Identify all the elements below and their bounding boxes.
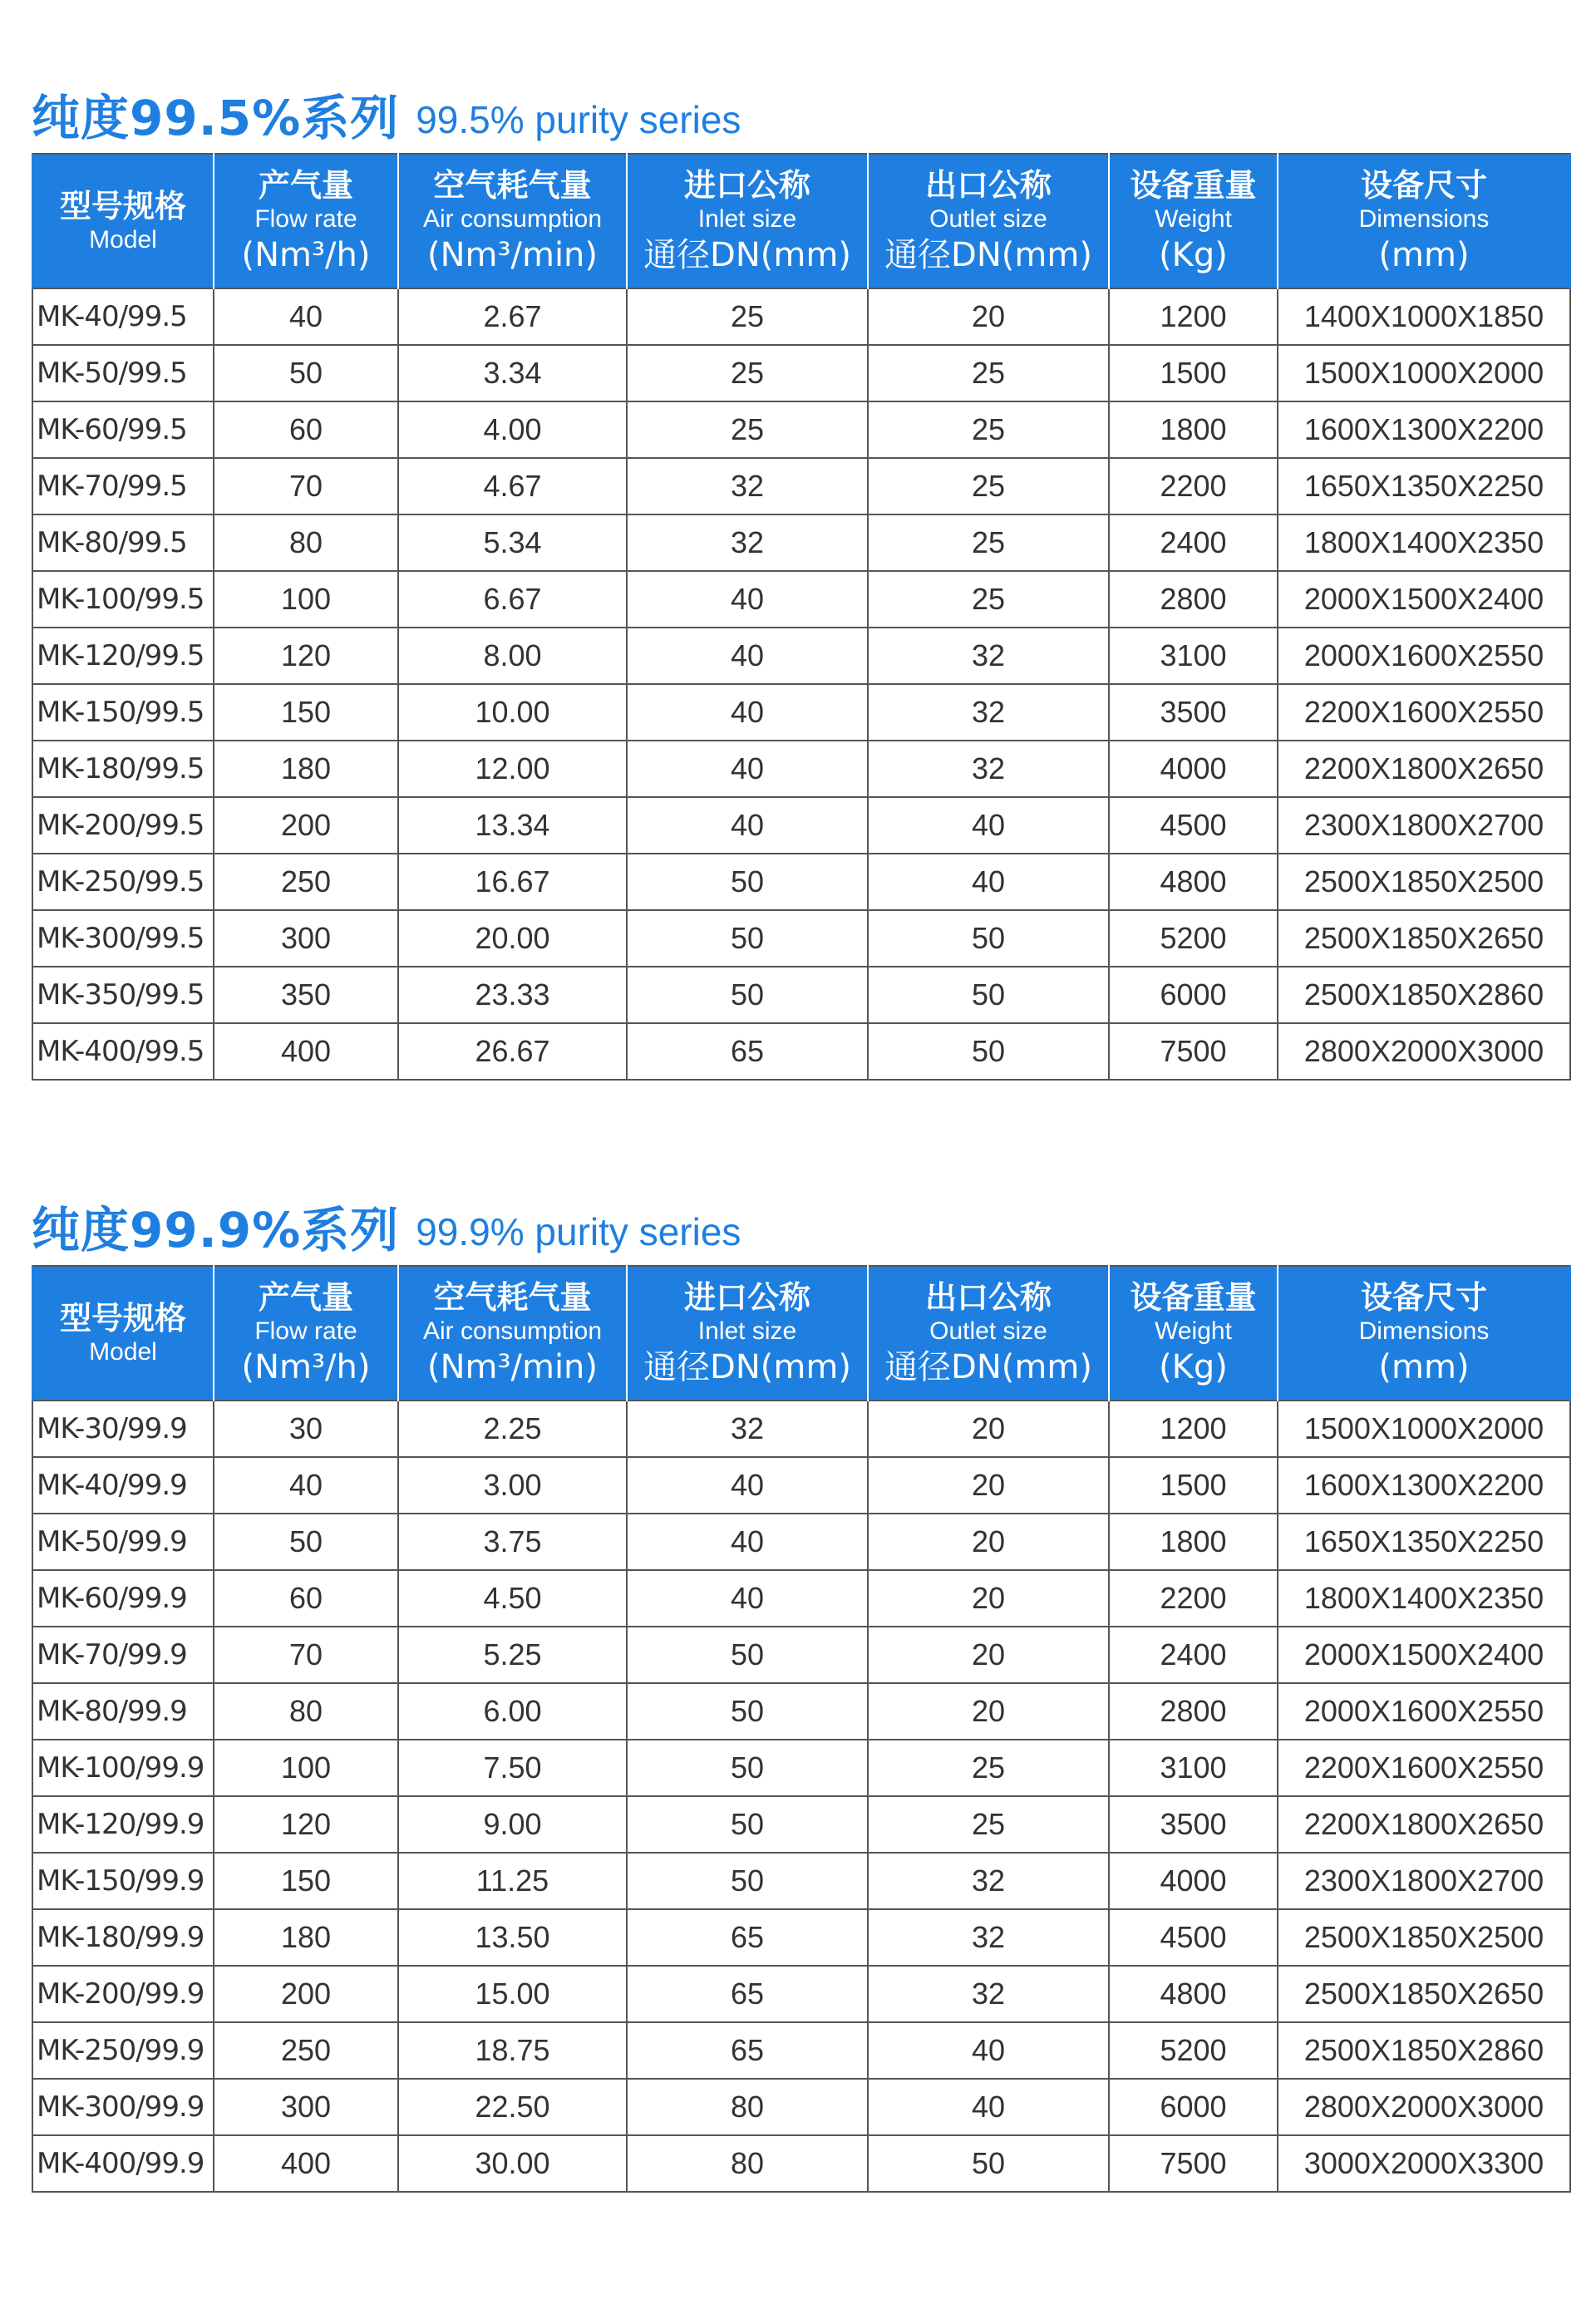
table-row xyxy=(32,1796,1570,1853)
cell-dimensions: 1500X1000X2000 xyxy=(1278,1401,1570,1457)
cell-outlet-size: 40 xyxy=(868,797,1109,854)
column-header-flow-rate xyxy=(214,1266,398,1401)
cell-air-consumption: 30.00 xyxy=(398,2135,627,2192)
cell-weight: 1200 xyxy=(1109,288,1278,345)
cell-flow-rate: 250 xyxy=(214,2022,398,2079)
cell-outlet-size: 20 xyxy=(868,1401,1109,1457)
cell-inlet-size: 40 xyxy=(627,1457,868,1514)
cell-weight: 2400 xyxy=(1109,514,1278,571)
column-header-zh: 出口公称 xyxy=(924,167,1052,204)
column-header-zh: 空气耗气量 xyxy=(433,167,592,204)
cell-weight: 1800 xyxy=(1109,1514,1278,1570)
cell-dimensions: 1800X1400X2350 xyxy=(1278,1570,1570,1627)
cell-inlet-size: 40 xyxy=(627,571,868,628)
cell-air-consumption: 3.00 xyxy=(398,1457,627,1514)
column-header-zh: 产气量 xyxy=(258,1279,353,1316)
cell-air-consumption: 2.25 xyxy=(398,1401,627,1457)
cell-dimensions: 2300X1800X2700 xyxy=(1278,797,1570,854)
cell-air-consumption: 13.50 xyxy=(398,1909,627,1966)
cell-outlet-size: 32 xyxy=(868,1909,1109,1966)
cell-weight: 7500 xyxy=(1109,2135,1278,2192)
table-row xyxy=(32,1514,1570,1570)
cell-outlet-size: 20 xyxy=(868,1570,1109,1627)
cell-weight: 3100 xyxy=(1109,628,1278,684)
cell-model: MK-150/99.9 xyxy=(32,1853,214,1909)
cell-inlet-size: 32 xyxy=(627,458,868,514)
cell-outlet-size: 50 xyxy=(868,1023,1109,1080)
column-header-model xyxy=(32,154,214,288)
cell-model: MK-50/99.5 xyxy=(32,345,214,401)
table-row xyxy=(32,628,1570,684)
cell-inlet-size: 25 xyxy=(627,345,868,401)
cell-air-consumption: 23.33 xyxy=(398,967,627,1023)
cell-model: MK-80/99.5 xyxy=(32,514,214,571)
column-header-en: Flow rate xyxy=(254,205,357,233)
cell-flow-rate: 100 xyxy=(214,571,398,628)
table-row xyxy=(32,910,1570,967)
column-header-zh: 进口公称 xyxy=(683,167,810,204)
column-header-en: Dimensions xyxy=(1358,1317,1490,1345)
cell-weight: 3100 xyxy=(1109,1740,1278,1796)
cell-dimensions: 2200X1800X2650 xyxy=(1278,1796,1570,1853)
column-header-zh: 型号规格 xyxy=(59,1300,186,1337)
cell-inlet-size: 25 xyxy=(627,288,868,345)
column-header-unit: 通径DN(mm) xyxy=(884,1348,1092,1386)
cell-inlet-size: 65 xyxy=(627,1966,868,2022)
cell-weight: 3500 xyxy=(1109,684,1278,741)
column-header-en: Dimensions xyxy=(1358,205,1490,233)
cell-inlet-size: 40 xyxy=(627,1570,868,1627)
table-row xyxy=(32,288,1570,345)
cell-inlet-size: 80 xyxy=(627,2135,868,2192)
cell-air-consumption: 15.00 xyxy=(398,1966,627,2022)
table-row xyxy=(32,514,1570,571)
cell-outlet-size: 32 xyxy=(868,628,1109,684)
cell-air-consumption: 20.00 xyxy=(398,910,627,967)
cell-outlet-size: 25 xyxy=(868,345,1109,401)
cell-weight: 1800 xyxy=(1109,401,1278,458)
table-row xyxy=(32,741,1570,797)
cell-inlet-size: 40 xyxy=(627,628,868,684)
cell-model: MK-120/99.5 xyxy=(32,628,214,684)
cell-dimensions: 1800X1400X2350 xyxy=(1278,514,1570,571)
table-row xyxy=(32,1853,1570,1909)
cell-model: MK-200/99.5 xyxy=(32,797,214,854)
cell-dimensions: 2500X1850X2650 xyxy=(1278,1966,1570,2022)
cell-inlet-size: 50 xyxy=(627,1853,868,1909)
column-header-unit: (Nm³/min) xyxy=(426,236,598,274)
cell-air-consumption: 8.00 xyxy=(398,628,627,684)
cell-inlet-size: 65 xyxy=(627,1023,868,1080)
cell-outlet-size: 32 xyxy=(868,741,1109,797)
cell-model: MK-50/99.9 xyxy=(32,1514,214,1570)
column-header-zh: 空气耗气量 xyxy=(433,1279,592,1316)
column-header-zh: 产气量 xyxy=(258,167,353,204)
cell-dimensions: 2000X1500X2400 xyxy=(1278,571,1570,628)
cell-outlet-size: 25 xyxy=(868,1740,1109,1796)
column-header-unit: (Nm³/h) xyxy=(241,236,371,274)
cell-air-consumption: 2.67 xyxy=(398,288,627,345)
cell-flow-rate: 350 xyxy=(214,967,398,1023)
cell-model: MK-60/99.5 xyxy=(32,401,214,458)
cell-outlet-size: 20 xyxy=(868,1514,1109,1570)
cell-dimensions: 2500X1850X2500 xyxy=(1278,854,1570,910)
cell-flow-rate: 250 xyxy=(214,854,398,910)
cell-air-consumption: 6.00 xyxy=(398,1683,627,1740)
cell-air-consumption: 4.00 xyxy=(398,401,627,458)
table-header-row xyxy=(32,1266,1570,1401)
cell-weight: 2200 xyxy=(1109,458,1278,514)
column-header-en: Air consumption xyxy=(422,1317,603,1345)
cell-air-consumption: 5.34 xyxy=(398,514,627,571)
cell-inlet-size: 32 xyxy=(627,514,868,571)
column-header-zh: 设备重量 xyxy=(1130,167,1257,204)
cell-model: MK-70/99.5 xyxy=(32,458,214,514)
cell-flow-rate: 50 xyxy=(214,345,398,401)
cell-flow-rate: 60 xyxy=(214,1570,398,1627)
cell-flow-rate: 30 xyxy=(214,1401,398,1457)
column-header-outlet-size xyxy=(868,154,1109,288)
cell-dimensions: 1650X1350X2250 xyxy=(1278,458,1570,514)
column-header-dimensions xyxy=(1278,1266,1570,1401)
column-header-en: Weight xyxy=(1155,1317,1232,1345)
column-header-unit: (Nm³/min) xyxy=(426,1348,598,1386)
table-row xyxy=(32,1683,1570,1740)
cell-inlet-size: 50 xyxy=(627,967,868,1023)
cell-inlet-size: 80 xyxy=(627,2079,868,2135)
cell-dimensions: 2500X1850X2860 xyxy=(1278,2022,1570,2079)
cell-flow-rate: 200 xyxy=(214,1966,398,2022)
table-row xyxy=(32,1570,1570,1627)
column-header-air-consumption xyxy=(398,1266,627,1401)
cell-model: MK-40/99.5 xyxy=(32,288,214,345)
cell-model: MK-300/99.9 xyxy=(32,2079,214,2135)
cell-outlet-size: 20 xyxy=(868,1683,1109,1740)
section-heading xyxy=(32,1189,1569,1265)
cell-dimensions: 2500X1850X2500 xyxy=(1278,1909,1570,1966)
cell-weight: 1200 xyxy=(1109,1401,1278,1457)
cell-inlet-size: 40 xyxy=(627,684,868,741)
cell-air-consumption: 26.67 xyxy=(398,1023,627,1080)
cell-weight: 4500 xyxy=(1109,797,1278,854)
cell-outlet-size: 50 xyxy=(868,910,1109,967)
cell-model: MK-30/99.9 xyxy=(32,1401,214,1457)
column-header-en: Weight xyxy=(1155,205,1232,233)
cell-inlet-size: 50 xyxy=(627,1627,868,1683)
column-header-en: Model xyxy=(89,1338,157,1366)
cell-inlet-size: 40 xyxy=(627,797,868,854)
cell-air-consumption: 3.34 xyxy=(398,345,627,401)
table-row xyxy=(32,571,1570,628)
cell-dimensions: 2500X1850X2650 xyxy=(1278,910,1570,967)
cell-air-consumption: 4.67 xyxy=(398,458,627,514)
cell-weight: 2400 xyxy=(1109,1627,1278,1683)
column-header-zh: 出口公称 xyxy=(924,1279,1052,1316)
cell-flow-rate: 40 xyxy=(214,1457,398,1514)
section-title-en: 99.5% purity series xyxy=(416,98,741,141)
cell-dimensions: 2200X1600X2550 xyxy=(1278,684,1570,741)
cell-weight: 4800 xyxy=(1109,1966,1278,2022)
cell-dimensions: 2800X2000X3000 xyxy=(1278,1023,1570,1080)
cell-weight: 6000 xyxy=(1109,967,1278,1023)
cell-model: MK-400/99.5 xyxy=(32,1023,214,1080)
column-header-en: Inlet size xyxy=(697,205,797,233)
column-header-zh: 进口公称 xyxy=(683,1279,810,1316)
table-row xyxy=(32,684,1570,741)
cell-flow-rate: 50 xyxy=(214,1514,398,1570)
cell-model: MK-300/99.5 xyxy=(32,910,214,967)
purity-99-5-section xyxy=(32,76,1569,1081)
cell-air-consumption: 9.00 xyxy=(398,1796,627,1853)
cell-inlet-size: 50 xyxy=(627,1796,868,1853)
table-row xyxy=(32,2022,1570,2079)
table-row xyxy=(32,1023,1570,1080)
cell-dimensions: 1600X1300X2200 xyxy=(1278,1457,1570,1514)
table-row xyxy=(32,1457,1570,1514)
column-header-inlet-size xyxy=(627,154,868,288)
cell-dimensions: 2000X1600X2550 xyxy=(1278,1683,1570,1740)
cell-weight: 2800 xyxy=(1109,571,1278,628)
cell-model: MK-250/99.5 xyxy=(32,854,214,910)
cell-air-consumption: 7.50 xyxy=(398,1740,627,1796)
cell-flow-rate: 400 xyxy=(214,2135,398,2192)
column-header-air-consumption xyxy=(398,154,627,288)
column-header-en: Air consumption xyxy=(422,205,603,233)
cell-outlet-size: 40 xyxy=(868,854,1109,910)
cell-outlet-size: 25 xyxy=(868,458,1109,514)
column-header-outlet-size xyxy=(868,1266,1109,1401)
cell-weight: 5200 xyxy=(1109,910,1278,967)
column-header-en: Inlet size xyxy=(697,1317,797,1345)
cell-weight: 4800 xyxy=(1109,854,1278,910)
cell-outlet-size: 32 xyxy=(868,684,1109,741)
table-row xyxy=(32,401,1570,458)
cell-outlet-size: 40 xyxy=(868,2022,1109,2079)
cell-model: MK-400/99.9 xyxy=(32,2135,214,2192)
cell-model: MK-60/99.9 xyxy=(32,1570,214,1627)
table-header-row xyxy=(32,154,1570,288)
cell-flow-rate: 120 xyxy=(214,1796,398,1853)
column-header-unit: (mm) xyxy=(1378,1348,1470,1386)
column-header-dimensions xyxy=(1278,154,1570,288)
cell-model: MK-40/99.9 xyxy=(32,1457,214,1514)
column-header-en: Outlet size xyxy=(929,205,1047,233)
cell-dimensions: 2200X1800X2650 xyxy=(1278,741,1570,797)
cell-air-consumption: 5.25 xyxy=(398,1627,627,1683)
table-row xyxy=(32,1627,1570,1683)
cell-flow-rate: 150 xyxy=(214,1853,398,1909)
column-header-unit: (Kg) xyxy=(1159,236,1228,274)
section-heading xyxy=(32,76,1569,153)
table-row xyxy=(32,1740,1570,1796)
table-row xyxy=(32,854,1570,910)
table-row xyxy=(32,1401,1570,1457)
cell-inlet-size: 25 xyxy=(627,401,868,458)
cell-air-consumption: 22.50 xyxy=(398,2079,627,2135)
cell-flow-rate: 150 xyxy=(214,684,398,741)
cell-flow-rate: 80 xyxy=(214,514,398,571)
cell-flow-rate: 120 xyxy=(214,628,398,684)
column-header-en: Model xyxy=(89,226,157,254)
column-header-flow-rate xyxy=(214,154,398,288)
section-title-zh: 纯度99.9%系列 xyxy=(32,1202,400,1258)
cell-weight: 5200 xyxy=(1109,2022,1278,2079)
purity-99-9-section xyxy=(32,1189,1569,2193)
cell-dimensions: 2500X1850X2860 xyxy=(1278,967,1570,1023)
cell-outlet-size: 50 xyxy=(868,2135,1109,2192)
table-row xyxy=(32,967,1570,1023)
cell-dimensions: 2000X1500X2400 xyxy=(1278,1627,1570,1683)
cell-dimensions: 2000X1600X2550 xyxy=(1278,628,1570,684)
cell-air-consumption: 11.25 xyxy=(398,1853,627,1909)
section-title-en: 99.9% purity series xyxy=(416,1210,741,1253)
spec-table xyxy=(32,1265,1571,2193)
cell-model: MK-120/99.9 xyxy=(32,1796,214,1853)
cell-flow-rate: 60 xyxy=(214,401,398,458)
cell-outlet-size: 50 xyxy=(868,967,1109,1023)
column-header-unit: 通径DN(mm) xyxy=(884,236,1092,274)
cell-weight: 4000 xyxy=(1109,1853,1278,1909)
table-row xyxy=(32,1909,1570,1966)
column-header-unit: 通径DN(mm) xyxy=(643,236,851,274)
cell-weight: 1500 xyxy=(1109,345,1278,401)
cell-air-consumption: 18.75 xyxy=(398,2022,627,2079)
table-row xyxy=(32,345,1570,401)
table-row xyxy=(32,797,1570,854)
column-header-en: Flow rate xyxy=(254,1317,357,1345)
cell-inlet-size: 40 xyxy=(627,741,868,797)
spec-table xyxy=(32,153,1571,1081)
cell-dimensions: 2200X1600X2550 xyxy=(1278,1740,1570,1796)
column-header-model xyxy=(32,1266,214,1401)
cell-weight: 2800 xyxy=(1109,1683,1278,1740)
cell-flow-rate: 70 xyxy=(214,458,398,514)
cell-model: MK-180/99.5 xyxy=(32,741,214,797)
cell-flow-rate: 300 xyxy=(214,2079,398,2135)
cell-model: MK-180/99.9 xyxy=(32,1909,214,1966)
cell-air-consumption: 13.34 xyxy=(398,797,627,854)
column-header-en: Outlet size xyxy=(929,1317,1047,1345)
cell-outlet-size: 25 xyxy=(868,514,1109,571)
cell-model: MK-350/99.5 xyxy=(32,967,214,1023)
section-title-zh: 纯度99.5%系列 xyxy=(32,90,400,146)
cell-dimensions: 3000X2000X3300 xyxy=(1278,2135,1570,2192)
table-body xyxy=(32,288,1570,1080)
cell-dimensions: 1400X1000X1850 xyxy=(1278,288,1570,345)
column-header-unit: (mm) xyxy=(1378,236,1470,274)
cell-dimensions: 2300X1800X2700 xyxy=(1278,1853,1570,1909)
cell-weight: 4500 xyxy=(1109,1909,1278,1966)
cell-outlet-size: 20 xyxy=(868,288,1109,345)
column-header-weight xyxy=(1109,1266,1278,1401)
table-row xyxy=(32,2079,1570,2135)
cell-weight: 3500 xyxy=(1109,1796,1278,1853)
cell-air-consumption: 16.67 xyxy=(398,854,627,910)
cell-flow-rate: 70 xyxy=(214,1627,398,1683)
cell-model: MK-200/99.9 xyxy=(32,1966,214,2022)
cell-flow-rate: 40 xyxy=(214,288,398,345)
cell-inlet-size: 40 xyxy=(627,1514,868,1570)
cell-flow-rate: 400 xyxy=(214,1023,398,1080)
cell-flow-rate: 300 xyxy=(214,910,398,967)
cell-weight: 4000 xyxy=(1109,741,1278,797)
cell-air-consumption: 4.50 xyxy=(398,1570,627,1627)
column-header-inlet-size xyxy=(627,1266,868,1401)
cell-dimensions: 1650X1350X2250 xyxy=(1278,1514,1570,1570)
cell-model: MK-250/99.9 xyxy=(32,2022,214,2079)
column-header-unit: 通径DN(mm) xyxy=(643,1348,851,1386)
cell-outlet-size: 20 xyxy=(868,1457,1109,1514)
column-header-unit: (Kg) xyxy=(1159,1348,1228,1386)
column-header-zh: 设备尺寸 xyxy=(1360,167,1487,204)
column-header-weight xyxy=(1109,154,1278,288)
cell-air-consumption: 10.00 xyxy=(398,684,627,741)
cell-flow-rate: 80 xyxy=(214,1683,398,1740)
cell-model: MK-70/99.9 xyxy=(32,1627,214,1683)
column-header-unit: (Nm³/h) xyxy=(241,1348,371,1386)
table-row xyxy=(32,2135,1570,2192)
cell-inlet-size: 50 xyxy=(627,910,868,967)
table-row xyxy=(32,458,1570,514)
cell-weight: 6000 xyxy=(1109,2079,1278,2135)
cell-outlet-size: 20 xyxy=(868,1627,1109,1683)
cell-model: MK-150/99.5 xyxy=(32,684,214,741)
cell-flow-rate: 100 xyxy=(214,1740,398,1796)
cell-outlet-size: 32 xyxy=(868,1966,1109,2022)
cell-inlet-size: 32 xyxy=(627,1401,868,1457)
cell-outlet-size: 25 xyxy=(868,401,1109,458)
cell-dimensions: 1500X1000X2000 xyxy=(1278,345,1570,401)
cell-model: MK-80/99.9 xyxy=(32,1683,214,1740)
table-body xyxy=(32,1401,1570,2192)
cell-outlet-size: 25 xyxy=(868,1796,1109,1853)
column-header-zh: 型号规格 xyxy=(59,188,186,224)
cell-inlet-size: 50 xyxy=(627,854,868,910)
cell-flow-rate: 180 xyxy=(214,1909,398,1966)
cell-inlet-size: 65 xyxy=(627,2022,868,2079)
cell-inlet-size: 50 xyxy=(627,1683,868,1740)
cell-model: MK-100/99.9 xyxy=(32,1740,214,1796)
cell-model: MK-100/99.5 xyxy=(32,571,214,628)
cell-outlet-size: 32 xyxy=(868,1853,1109,1909)
cell-dimensions: 2800X2000X3000 xyxy=(1278,2079,1570,2135)
cell-air-consumption: 12.00 xyxy=(398,741,627,797)
cell-inlet-size: 65 xyxy=(627,1909,868,1966)
cell-inlet-size: 50 xyxy=(627,1740,868,1796)
column-header-zh: 设备尺寸 xyxy=(1360,1279,1487,1316)
cell-weight: 2200 xyxy=(1109,1570,1278,1627)
cell-flow-rate: 180 xyxy=(214,741,398,797)
cell-flow-rate: 200 xyxy=(214,797,398,854)
cell-outlet-size: 40 xyxy=(868,2079,1109,2135)
cell-air-consumption: 3.75 xyxy=(398,1514,627,1570)
table-row xyxy=(32,1966,1570,2022)
cell-weight: 1500 xyxy=(1109,1457,1278,1514)
column-header-zh: 设备重量 xyxy=(1130,1279,1257,1316)
cell-outlet-size: 25 xyxy=(868,571,1109,628)
cell-dimensions: 1600X1300X2200 xyxy=(1278,401,1570,458)
cell-weight: 7500 xyxy=(1109,1023,1278,1080)
cell-air-consumption: 6.67 xyxy=(398,571,627,628)
